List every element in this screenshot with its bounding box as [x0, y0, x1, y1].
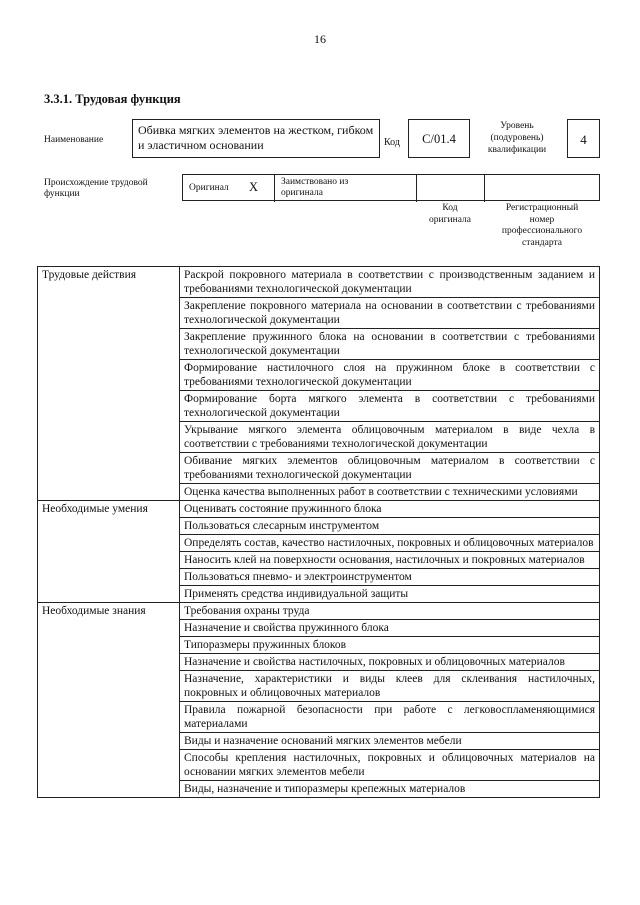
section-title: 3.3.1. Трудовая функция [44, 92, 181, 106]
table-row [38, 501, 600, 518]
item-cell: Типоразмеры пружинных блоков [180, 637, 600, 654]
item-cell: Пользоваться пневмо- и электроинструментом [180, 569, 600, 586]
category-cell: Трудовые действия [38, 267, 180, 501]
item-cell: Закрепление покровного материала на основании в соответствии с требованиями технологической документации [180, 298, 600, 329]
item-cell: Правила пожарной безопасности при работе с легковоспламеняющимися материалами [180, 702, 600, 733]
functions-table [37, 266, 600, 798]
item-cell: Назначение и свойства настилочных, покровных и облицовочных материалов [180, 654, 600, 671]
function-name-box: Обивка мягких элементов на жестком, гибком и эластичном основании [132, 119, 380, 158]
item-cell: Назначение, характеристики и виды клеев для склеивания настилочных, покровных и облицовочных материалов [180, 671, 600, 702]
name-label: Наименование [44, 135, 104, 145]
item-cell: Применять средства индивидуальной защиты [180, 586, 600, 603]
item-cell: Назначение и свойства пружинного блока [180, 620, 600, 637]
functions-table-body [38, 267, 600, 798]
code-value-box: C/01.4 [408, 119, 470, 158]
level-value-box: 4 [567, 119, 600, 158]
table-row [38, 267, 600, 298]
reg-number-caption: Регистрационный номер профессионального стандарта [501, 203, 583, 248]
item-cell: Виды и назначение оснований мягких элементов мебели [180, 733, 600, 750]
item-cell: Закрепление пружинного блока на основании в соответствии с требованиями технологической документации [180, 329, 600, 360]
item-cell: Определять состав, качество настилочных, покровных и облицовочных материалов [180, 535, 600, 552]
item-cell: Раскрой покровного материала в соответствии с производственным заданием и требованиями технологической документации [180, 267, 600, 298]
origin-label: Происхождение трудовой функции [44, 178, 148, 199]
reg-number-cell [485, 175, 599, 202]
original-cell [183, 175, 275, 202]
table-row [38, 603, 600, 620]
item-cell: Требования охраны труда [180, 603, 600, 620]
level-label: Уровень (подуровень) квалификации [487, 121, 547, 155]
item-cell: Способы крепления настилочных, покровных и облицовочных материалов на основании мягких элементов мебели [180, 750, 600, 781]
item-cell: Формирование настилочного слоя на пружинном блоке в соответствии с требованиями технологической документации [180, 360, 600, 391]
code-label: Код [384, 137, 400, 148]
item-cell: Оценка качества выполненных работ в соответствии с техническими условиями [180, 484, 600, 501]
code-original-cell [417, 175, 485, 202]
original-mark: X [249, 180, 259, 194]
item-cell: Оценивать состояние пружинного блока [180, 501, 600, 518]
code-original-caption: Код оригинала [429, 203, 471, 225]
origin-row [182, 174, 600, 201]
item-cell: Обивание мягких элементов облицовочным материалом в соответствии с требованиями технологической документации [180, 453, 600, 484]
page-number: 16 [314, 32, 326, 46]
category-cell: Необходимые знания [38, 603, 180, 798]
item-cell: Формирование борта мягкого элемента в соответствии с требованиями технологической документации [180, 391, 600, 422]
category-cell: Необходимые умения [38, 501, 180, 603]
item-cell: Виды, назначение и типоразмеры крепежных материалов [180, 781, 600, 798]
item-cell: Укрывание мягкого элемента облицовочным материалом в виде чехла в соответствии с требованиями технологической документации [180, 422, 600, 453]
item-cell: Наносить клей на поверхности основания, настилочных и покровных материалов [180, 552, 600, 569]
borrowed-cell: Заимствовано из оригинала [275, 175, 417, 202]
original-label: Оригинал [189, 183, 229, 193]
item-cell: Пользоваться слесарным инструментом [180, 518, 600, 535]
